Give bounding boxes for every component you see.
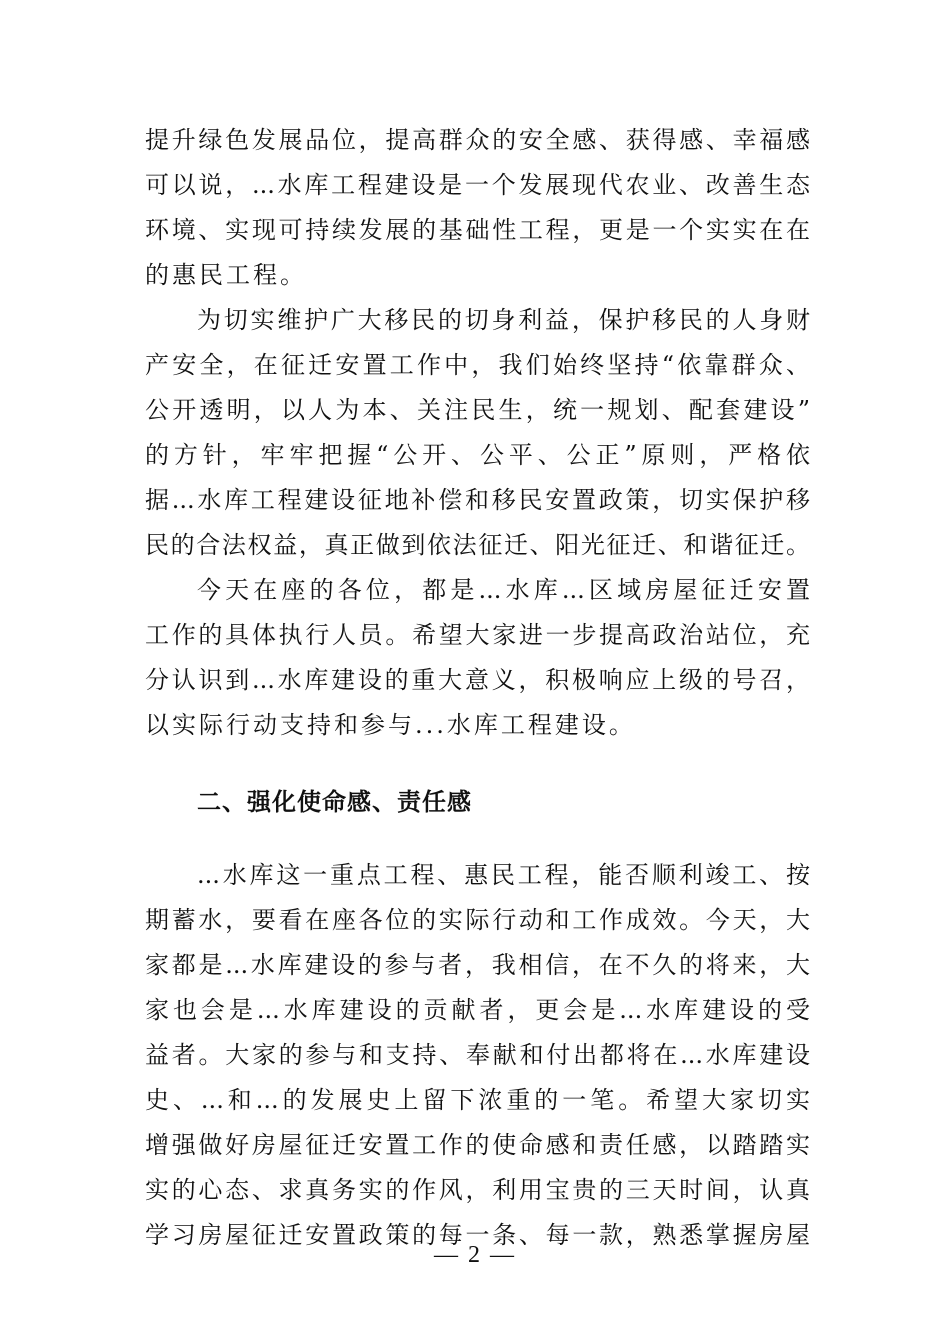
text-line: 据...水库工程建设征地补偿和移民安置政策，切实保护移 — [145, 486, 810, 514]
paragraph-4 — [145, 853, 810, 1258]
text-line: 家也会是...水库建设的贡献者，更会是...水库建设的受 — [145, 996, 810, 1024]
text-line: 益者。大家的参与和支持、奉献和付出都将在...水库建设 — [145, 1041, 810, 1069]
text-line: 产安全，在征迁安置工作中，我们始终坚持“依靠群众、 — [145, 351, 810, 379]
page-number: — 2 — — [434, 1242, 516, 1268]
text-line: 提升绿色发展品位，提高群众的安全感、获得感、幸福感 — [145, 126, 810, 154]
text-line: 民的合法权益，真正做到依法征迁、阳光征迁、和谐征迁。 — [145, 531, 810, 559]
text-line: 工作的具体执行人员。希望大家进一步提高政治站位，充 — [145, 621, 810, 649]
text-line: 分认识到...水库建设的重大意义，积极响应上级的号召， — [145, 666, 810, 694]
text-line: 的方针，牢牢把握“公开、公平、公正”原则，严格依 — [145, 441, 810, 469]
paragraph-1 — [145, 118, 810, 298]
section-heading: 二、强化使命感、责任感 — [197, 788, 472, 816]
text-line: 公开透明，以人为本、关注民生，统一规划、配套建设” — [145, 396, 810, 424]
text-line: 以实际行动支持和参与...水库工程建设。 — [145, 711, 636, 739]
text-line: 增强做好房屋征迁安置工作的使命感和责任感，以踏踏实 — [145, 1131, 810, 1159]
text-line: ...水库这一重点工程、惠民工程，能否顺利竣工、按 — [197, 861, 810, 889]
text-line: 今天在座的各位，都是...水库...区域房屋征迁安置 — [197, 576, 810, 604]
document-body — [145, 118, 810, 1258]
paragraph-2 — [145, 298, 810, 568]
text-line: 家都是...水库建设的参与者，我相信，在不久的将来，大 — [145, 951, 810, 979]
text-line: 环境、实现可持续发展的基础性工程，更是一个实实在在 — [145, 216, 810, 244]
text-line: 为切实维护广大移民的切身利益，保护移民的人身财 — [197, 306, 810, 334]
text-line: 学习房屋征迁安置政策的每一条、每一款，熟悉掌握房屋 — [145, 1221, 810, 1249]
text-line: 实的心态、求真务实的作风，利用宝贵的三天时间，认真 — [145, 1176, 810, 1204]
text-line: 期蓄水，要看在座各位的实际行动和工作成效。今天，大 — [145, 906, 810, 934]
text-line: 史、...和...的发展史上留下浓重的一笔。希望大家切实 — [145, 1086, 810, 1114]
text-line: 可以说，...水库工程建设是一个发展现代农业、改善生态 — [145, 171, 810, 199]
text-line: 的惠民工程。 — [145, 261, 307, 289]
paragraph-3 — [145, 568, 810, 748]
